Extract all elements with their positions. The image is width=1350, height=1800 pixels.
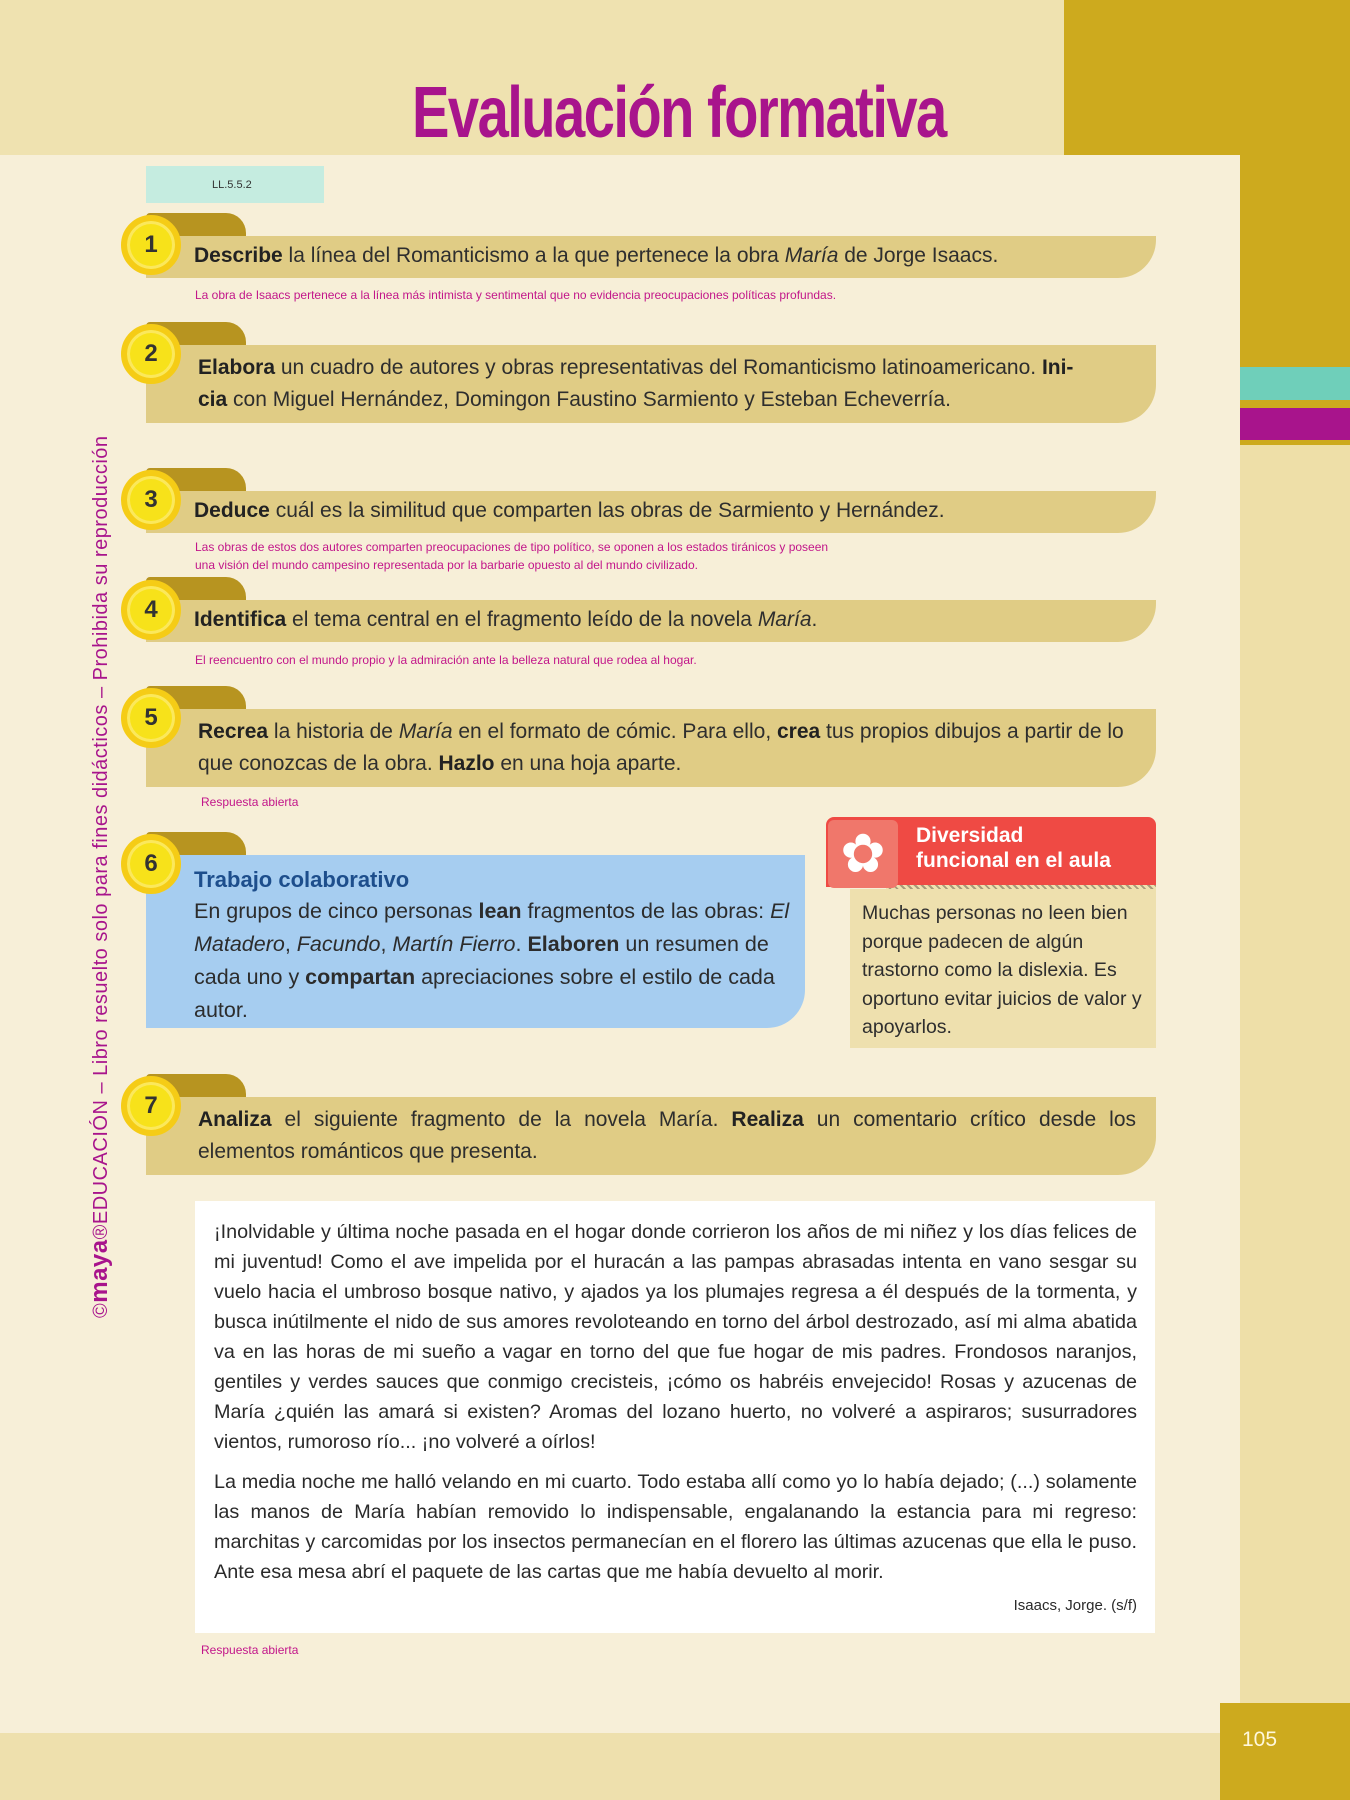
q5-verb: Recrea	[198, 720, 269, 743]
q6-text-c: un resumen de cada uno y	[194, 932, 769, 989]
q6-text-d: apreciaciones sobre el estilo de cada autor.	[194, 965, 775, 1022]
q2-verb2: Ini-	[1041, 356, 1074, 379]
diversity-title-1: Diversidad	[916, 824, 1024, 847]
q5-banner	[146, 709, 1156, 787]
q6-sep-3: .	[515, 932, 528, 956]
q6-verb: lean	[478, 899, 522, 923]
q5-verb3: Hazlo	[438, 752, 495, 775]
q7-banner	[146, 1097, 1156, 1175]
q4-text-a: el tema central en el fragmento leído de la novela	[286, 608, 758, 631]
q6-work-2: Facundo	[296, 932, 381, 956]
q5-text-d: en una hoja aparte.	[494, 752, 682, 775]
q6-text-b: fragmentos de las obras:	[521, 899, 771, 923]
brand-logo-text: maya	[86, 1239, 113, 1303]
q6-verb3: compartan	[305, 965, 416, 989]
q6-text-a: En grupos de cinco personas	[194, 899, 479, 923]
q1-text-b: de Jorge Isaacs.	[838, 244, 999, 267]
q6-number-badge: 6	[121, 834, 181, 894]
q4-verb: Identifica	[194, 608, 287, 631]
q1-text-a: la línea del Romanticismo a la que pertenece la obra	[282, 244, 785, 267]
asterisk-flower-icon: ✿	[828, 820, 898, 888]
q1-number-badge: 1	[121, 215, 181, 275]
q7-verb: Analiza	[198, 1108, 272, 1131]
q7-verb2: Realiza	[731, 1108, 804, 1131]
page-title: Evaluación formativa	[412, 73, 946, 153]
novel-excerpt	[195, 1201, 1155, 1633]
q6-work-1: El Matadero	[194, 899, 790, 956]
diversity-title-2: funcional en el aula	[916, 849, 1111, 872]
excerpt-source: Isaacs, Jorge. (s/f)	[1013, 1597, 1137, 1614]
q5-answer: Respuesta abierta	[201, 795, 299, 809]
q6-sep-1: ,	[284, 932, 297, 956]
q7-text-a: el siguiente fragmento de la novela María.	[271, 1108, 732, 1131]
q1-banner	[146, 236, 1156, 278]
page-number: 105	[1220, 1703, 1350, 1800]
q7-answer: Respuesta abierta	[201, 1643, 299, 1657]
q4-italic: María	[757, 608, 812, 631]
q3-answer-line-2: una visión del mundo campesino representada por la barbarie opuesto al del mundo civilizado.	[195, 558, 698, 572]
q4-banner	[146, 600, 1156, 642]
right-lower-panel	[1240, 445, 1350, 1800]
q2-text-b: con Miguel Hernández, Domingon Faustino Sarmiento y Esteban Echeverría.	[227, 388, 951, 411]
q6-work-3: Martín Fierro	[392, 932, 516, 956]
q3-text-a: cuál es la similitud que comparten las obras de Sarmiento y Hernández.	[269, 499, 945, 522]
q5-text-a: la historia de	[268, 720, 399, 743]
q3-number-badge: 3	[121, 470, 181, 530]
teal-stripe	[1240, 367, 1350, 400]
q2-verb: Elabora	[198, 356, 276, 379]
q6-verb2: Elaboren	[527, 932, 620, 956]
skill-code: LL.5.5.2	[146, 166, 324, 203]
q7-number-badge: 7	[121, 1076, 181, 1136]
q2-number-badge: 2	[121, 324, 181, 384]
q5-text-b: en el formato de cómic. Para ello,	[452, 720, 777, 743]
q2-text-a: un cuadro de autores y obras representativas del Romanticismo latinoamericano.	[275, 356, 1042, 379]
q3-answer-line-1: Las obras de estos dos autores comparten preocupaciones de tipo político, se oponen a los estados tiránicos y poseen	[195, 540, 829, 554]
copyright-notice: ®EDUCACIÓN – Libro resuelto solo para fines didácticos – Prohibida su reproducción	[90, 435, 112, 1240]
excerpt-paragraph-2: La media noche me halló velando en mi cuarto. Todo estaba allí como yo lo había dejado; (...) solamente las manos de María habían removido lo indispensable, engalanando la estancia para mi regreso: marchitas y carcomidas por los insectos permanecían en el florero las últimas azucenas que ella le puso. Ante esa mesa abrí el paquete de las cartas que me había devuelto al morir.	[214, 1471, 1137, 1583]
q2-verb2b: cia	[198, 388, 228, 411]
copyright-symbol: ©	[90, 1302, 112, 1318]
collaborative-work-box	[146, 855, 805, 1028]
q5-text-c: tus propios dibujos a partir de lo que conozcas de la obra.	[198, 720, 1124, 775]
bottom-strip	[0, 1733, 1350, 1800]
q5-italic: María	[398, 720, 453, 743]
magenta-stripe	[1240, 408, 1350, 440]
q7-text-b: un comentario crítico desde los elementos románticos que presenta.	[198, 1108, 1136, 1163]
q1-italic: María	[784, 244, 839, 267]
collab-heading: Trabajo colaborativo	[194, 867, 410, 892]
q1-answer: La obra de Isaacs pertenece a la línea más intimista y sentimental que no evidencia preocupaciones políticas profundas.	[195, 288, 837, 302]
q3-answer	[195, 538, 828, 574]
q4-text-b: .	[811, 608, 818, 631]
diversity-body: Muchas personas no leen bien porque padecen de algún trastorno como la dislexia. Es oportuno evitar juicios de valor y apoyarlos.	[850, 889, 1156, 1048]
q3-banner	[146, 491, 1156, 533]
q6-sep-2: ,	[380, 932, 393, 956]
q2-banner	[146, 345, 1156, 423]
q5-number-badge: 5	[121, 688, 181, 748]
side-copyright-text	[86, 435, 114, 1318]
q4-number-badge: 4	[121, 580, 181, 640]
q1-verb: Describe	[194, 244, 283, 267]
q5-verb2: crea	[777, 720, 821, 743]
q3-verb: Deduce	[194, 499, 270, 522]
excerpt-paragraph-1: ¡Inolvidable y última noche pasada en el hogar donde corrieron los años de mi niñez y los días felices de mi juventud! Como el ave impelida por el huracán a las pampas abrasadas intenta en vano sesgar su vuelo hacia el umbroso bosque nativo, y ajados ya los plumajes regresa a él después de la tormenta, y busca inútilmente el nido de sus amores revoloteando en torno del árbol destrozado, así mi alma abatida va en las horas de mi sueño a vagar en torno del que fue hogar de mis padres. Frondosos naranjos, gentiles y verdes sauces que conmigo crecisteis, ¡cómo os habréis envejecido! Rosas y azucenas de María ¿quién las amará si existen? Aromas del lozano huerto, no volveré a aspiraros; susurradores vientos, rumoroso río... ¡no volveré a oírlos!	[214, 1221, 1137, 1453]
q4-answer: El reencuentro con el mundo propio y la admiración ante la belleza natural que rodea al hogar.	[195, 653, 697, 667]
